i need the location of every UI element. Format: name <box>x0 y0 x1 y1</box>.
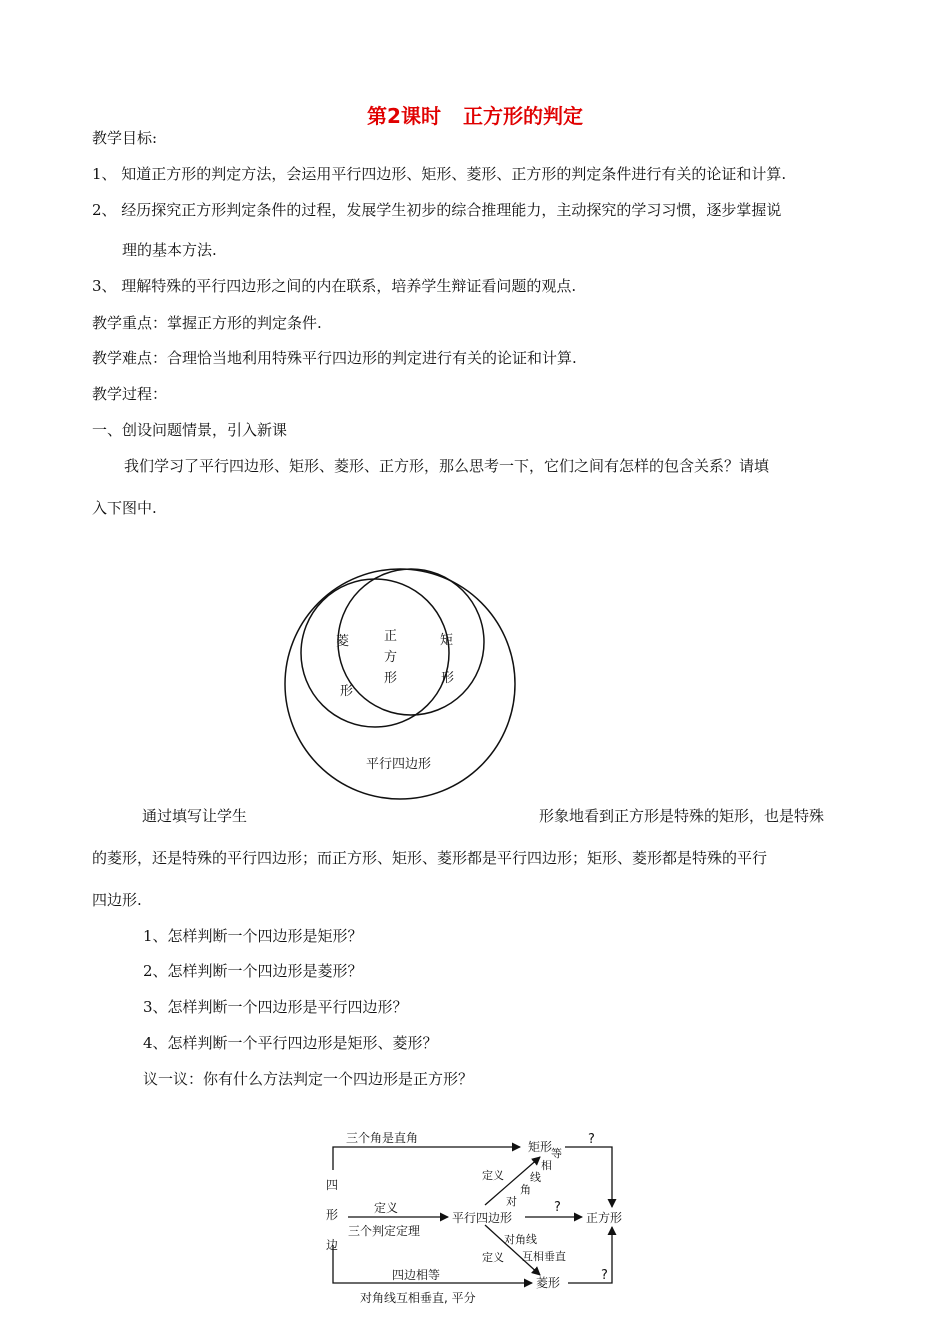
objective-1: 1、 知道正方形的判定方法，会运用平行四边形、矩形、菱形、正方形的判定条件进行有关的论证和计算. <box>92 165 787 183</box>
parallelogram-node: 平行四边形 <box>452 1211 513 1225</box>
question-1: 1、怎样判断一个四边形是矩形？ <box>143 927 363 945</box>
objective-3: 3、 理解特殊的平行四边形之间的内在联系，培养学生辩证看问题的观点. <box>92 277 577 295</box>
venn-diagram <box>280 560 525 800</box>
top-branch-line <box>333 1147 520 1170</box>
objectives-heading: 教学目标: <box>92 129 158 147</box>
question-mark-bottom: ? <box>601 1268 608 1283</box>
square-node: 正方形 <box>586 1211 623 1225</box>
def-lower-label: 定义 <box>482 1251 504 1264</box>
process-heading: 教学过程： <box>92 385 168 403</box>
diag-equal-4: 相 <box>541 1159 552 1172</box>
venn-rhombus-1: 菱 <box>336 634 350 649</box>
quad-char-2: 形 <box>326 1208 339 1222</box>
question-2: 2、怎样判断一个四边形是菱形？ <box>143 962 363 980</box>
quad-char-1: 四 <box>326 1178 339 1192</box>
four-sides-equal-label: 四边相等 <box>392 1268 441 1282</box>
after-venn-left: 通过填写让学生 <box>142 807 248 825</box>
rectangle-circle <box>338 569 484 715</box>
definition-label: 定义 <box>374 1201 399 1215</box>
question-mark-middle: ? <box>554 1200 561 1215</box>
objective-2: 2、 经历探究正方形判定条件的过程，发展学生初步的综合推理能力，主动探究的学习习惯，逐步掌握说 <box>92 201 782 219</box>
question-4: 4、怎样判断一个平行四边形是矩形、菱形？ <box>143 1034 438 1052</box>
question-mark-top: ? <box>588 1132 595 1147</box>
square-determination-diagram <box>320 1125 640 1310</box>
after-venn-line-2: 的菱形，还是特殊的平行四边形；而正方形、矩形、菱形都是平行四边形；矩形、菱形都是特殊的平行 <box>92 849 768 867</box>
quad-char-3: 边 <box>326 1238 339 1252</box>
after-venn-line-3: 四边形. <box>92 891 142 909</box>
diag-equal-2: 角 <box>520 1183 531 1196</box>
objective-2-cont: 理的基本方法. <box>122 241 217 259</box>
difficulty: 教学难点：合理恰当地利用特殊平行四边形的判定进行有关的论证和计算. <box>92 349 577 367</box>
intro-line-2: 入下图中. <box>92 499 157 517</box>
diag-perp-label-1: 对角线 <box>504 1233 537 1246</box>
section-heading: 一、创设问题情景，引入新课 <box>92 421 288 439</box>
rect-to-square-line <box>565 1147 612 1207</box>
three-right-angles-label: 三个角是直角 <box>346 1131 419 1145</box>
diag-equal-5: 等 <box>551 1147 562 1160</box>
lesson-number: 第2课时 <box>367 104 441 128</box>
three-theorems-label: 三个判定定理 <box>348 1224 421 1238</box>
key-point: 教学重点：掌握正方形的判定条件. <box>92 314 322 332</box>
after-venn-right: 形象地看到正方形是特殊的矩形，也是特殊 <box>539 807 825 825</box>
venn-rect-1: 矩 <box>440 633 454 648</box>
venn-square-1: 正 <box>384 629 398 644</box>
diag-perp-bisect-label: 对角线互相垂直, 平分 <box>360 1291 476 1305</box>
venn-rhombus-2: 形 <box>340 684 354 699</box>
diag-equal-3: 线 <box>530 1171 541 1184</box>
venn-rect-2: 形 <box>441 671 455 686</box>
venn-square-2: 方 <box>384 650 398 665</box>
question-3: 3、怎样判断一个四边形是平行四边形？ <box>143 998 408 1016</box>
diag-equal-1: 对 <box>506 1195 517 1208</box>
lesson-topic: 正方形的判定 <box>462 104 583 128</box>
rectangle-node: 矩形 <box>528 1140 553 1154</box>
def-upper-label: 定义 <box>482 1169 504 1182</box>
rhombus-node: 菱形 <box>536 1276 561 1290</box>
page-title <box>0 100 950 129</box>
diag-perp-label-2: 互相垂直 <box>522 1250 566 1263</box>
intro-line-1: 我们学习了平行四边形、矩形、菱形、正方形，那么思考一下，它们之间有怎样的包含关系？请填 <box>124 457 770 475</box>
discuss-prompt: 议一议：你有什么方法判定一个四边形是正方形？ <box>143 1070 474 1088</box>
venn-parallelogram: 平行四边形 <box>366 757 432 772</box>
venn-square-3: 形 <box>384 671 398 686</box>
